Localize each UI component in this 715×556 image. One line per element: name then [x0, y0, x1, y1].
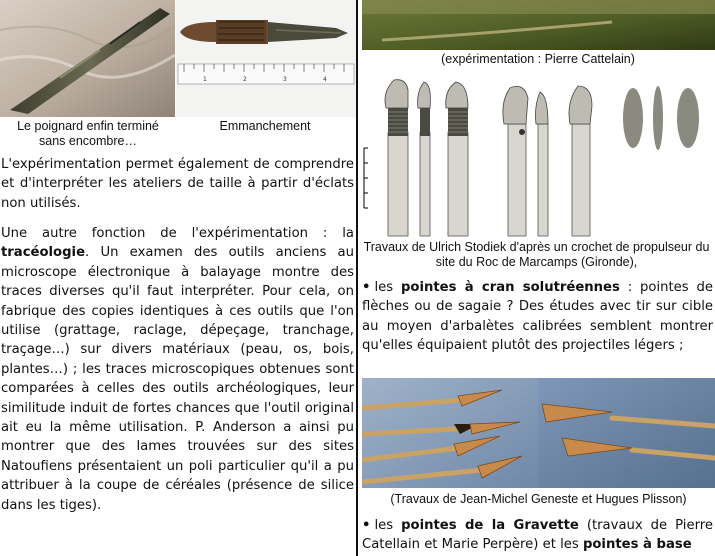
- hooks-caption: Travaux de Ulrich Stodiek d'après un crochet de propulseur du site du Roc de Marcamps (Gironde),: [363, 240, 710, 269]
- svg-text:3: 3: [283, 76, 287, 83]
- hafting-caption: Emmanchement: [219, 119, 311, 133]
- svg-text:4: 4: [323, 76, 327, 83]
- paragraph-traceologie: [1, 224, 354, 515]
- experiment-photo: [362, 0, 715, 50]
- traceologie-term: tracéologie: [1, 245, 86, 261]
- dagger-caption: Le poignard enfin terminé sans encombre…: [17, 119, 159, 148]
- bullet-solutreennes: •: [362, 280, 371, 295]
- solutreennes-term: pointes à cran solutréennes: [400, 280, 620, 295]
- traceologie-intro: Une autre fonction de l'expérimentation : la: [1, 226, 354, 241]
- paragraph-solutreennes: [362, 278, 713, 356]
- gravette-pre: les: [374, 518, 402, 533]
- traceologie-body: . Un examen des outils anciens au microscope électronique à balayage montre des traces diverses qu'il faut interpréter. Pour cela, on fabrique des copies identiques à ces outils que l'on utilise (grattage, raclage, dépeçage, tranchage, traçage…) sur divers matériaux (peau, os, bois, plantes…) ; les traces microscopiques obtenues sont comparées à celles des outils archéologiques, leur similitude induit de fortes chances que l'outil original ait eu la même utilisation. P. Anderson a ainsi pu montrer que des lames trouvées sur des sites Natoufiens présentaient un poli particulier qu'il a pu attribuer à la coupe de céréales (présence de silice dans les tiges).: [1, 245, 354, 513]
- solutreennes-body: : pointes de flèches ou de sagaie ? Des études avec tir sur cible au moyen d'arbalètes calibrées semblent montrer qu'elles équipaient plutôt des projectiles légers ;: [362, 280, 714, 354]
- arrow-points-photo: [362, 378, 715, 488]
- propulseur-hooks-photo: [358, 72, 715, 240]
- experiment-caption: (expérimentation : Pierre Cattelain): [441, 52, 635, 66]
- paragraph-gravette: [362, 516, 713, 555]
- left-column: [0, 0, 357, 556]
- paragraph-ateliers: L'expérimentation permet également de comprendre et d'interpréter les ateliers de taille à partir d'éclats non utilisés.: [1, 157, 354, 211]
- gravette-mid: (travaux de Pierre Catellain et Marie Perpère) et les: [362, 518, 714, 553]
- dagger-photo: [0, 0, 175, 117]
- svg-text:2: 2: [243, 76, 247, 83]
- gravette-term2: pointes à base: [582, 537, 692, 553]
- gravette-term: pointes de la Gravette: [401, 518, 579, 533]
- svg-text:1: 1: [203, 76, 207, 83]
- right-column: [358, 0, 715, 556]
- hafting-photo: [176, 0, 356, 117]
- bullet-gravette: •: [362, 518, 371, 533]
- solutreennes-pre: les: [374, 280, 401, 295]
- points-caption: (Travaux de Jean-Michel Geneste et Hugues Plisson): [390, 492, 687, 506]
